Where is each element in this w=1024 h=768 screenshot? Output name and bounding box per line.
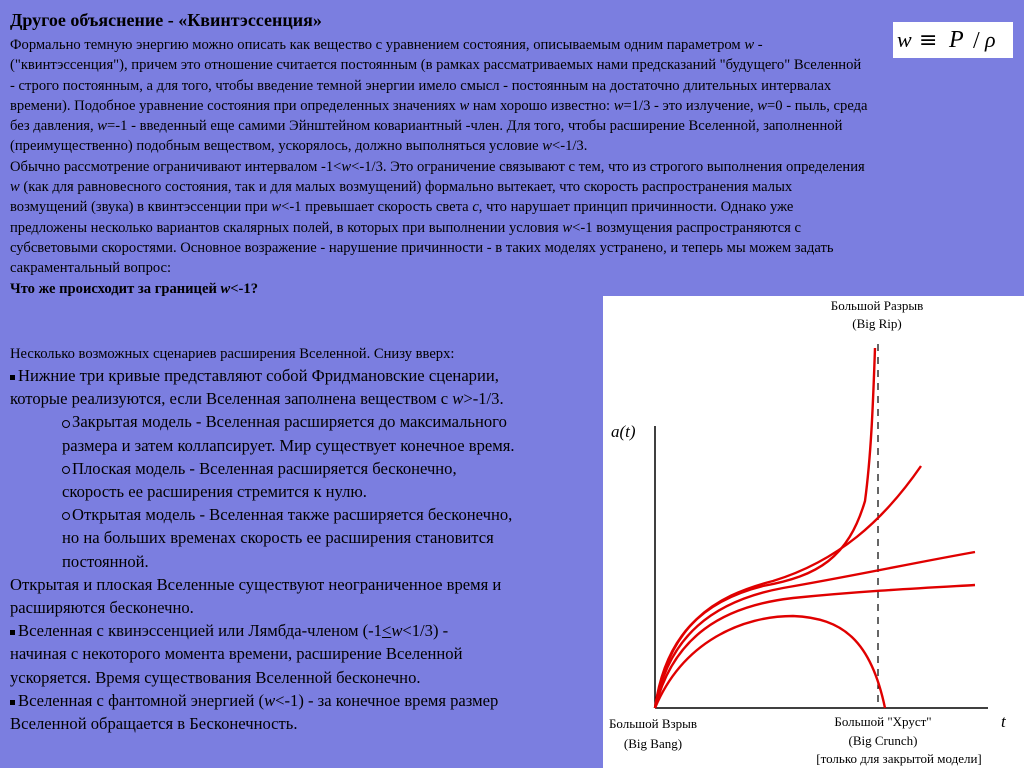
- figure-graph: [603, 296, 1024, 768]
- para2-line4: предложены несколько вариантов скалярных полей, в которых при выполнении условия w<-1 возмущения распространяются с: [10, 219, 801, 236]
- curve-closed: [655, 616, 885, 708]
- bullet-friedmann: Нижние три кривые представляют собой Фридмановские сценарии,: [10, 364, 610, 387]
- big-rip-label: Большой Разрыв: [830, 298, 924, 313]
- scenarios-intro: Несколько возможных сценариев расширения Вселенной. Снизу вверх:: [10, 346, 455, 362]
- big-rip-label-en: (Big Rip): [852, 316, 902, 331]
- para1-line3: - строго постоянным, а для того, чтобы введение темной энергии имело смысл - постоянным на достаточно длительных интервалах: [10, 77, 832, 94]
- para1-line2: ("квинтэссенция"), причем это отношение считается постоянным (в рамках рассматриваемых нами предсказаний "будущего" Вселенной: [10, 57, 862, 74]
- scenarios-list: Нижние три кривые представляют собой Фридмановские сценарии, которые реализуются, если Вселенная заполнена веществом с w>-1/3. Закрытая модель - Вселенная расширяется до максимального размера и затем коллапсирует. Мир существует конечное время. Плоская модель - Вселенная расширяется бесконечно, скорость ее расширения стремится к нулю. Открытая модель - Вселенная также расширяется бесконечно, но на больших временах скорость ее расширения становится постоянной. Открытая и плоская Вселенные существуют неограниченное время и расширяются бесконечно. Вселенная с квинэссенцией или Лямбда-членом (-1<w<1/3) - начиная с некоторого момента времени, расширение Вселенной ускоряется. Время существования Вселенной бесконечно. Вселенная с фантомной энергией (w<-1) - за конечное время размер Вселенной обращается в Бесконечность.: [10, 364, 610, 735]
- curve-phantom: [655, 348, 875, 708]
- sub-flat-model: Плоская модель - Вселенная расширяется бесконечно,: [10, 457, 610, 480]
- equation-of-state-formula: [893, 22, 1013, 58]
- paragraph-equation-of-state: [10, 35, 1010, 299]
- big-bang-label-en: (Big Bang): [623, 736, 683, 751]
- formula-equiv: ≡: [919, 28, 938, 53]
- x-axis-label: t: [1001, 712, 1006, 731]
- para2-line2: w (как для равновесного состояния, так и для малых возмущений) формально вытекает, что скорость распространения малых: [10, 179, 793, 196]
- para2-line3: возмущений (звука) в квинтэссенции при w<-1 превышает скорость света c, что нарушает принцип причинности. Однако уже: [10, 199, 794, 216]
- para1-line5: без давления, w=-1 - введенный еще самими Эйнштейном ковариантный -член. Для того, чтобы расширение Вселенной, заполненной: [10, 118, 843, 135]
- bullet-phantom: Вселенная с фантомной энергией (w<-1) - за конечное время размер: [10, 689, 610, 712]
- key-question: Что же происходит за границей w<-1?: [10, 280, 259, 297]
- formula-slash: /: [973, 28, 980, 54]
- big-bang-label: Большой Взрыв: [608, 716, 698, 731]
- big-crunch-label-en: (Big Crunch): [848, 733, 918, 748]
- slide-title: Другое объяснение - «Квинтэссенция»: [10, 10, 322, 30]
- formula-w: w: [897, 27, 912, 52]
- sub-closed-model: Закрытая модель - Вселенная расширяется до максимального: [10, 410, 610, 433]
- closed-model-note: [только для закрытой модели]: [816, 751, 982, 766]
- sub-open-model: Открытая модель - Вселенная также расширяется бесконечно,: [10, 503, 610, 526]
- para2-line6: сакраментальный вопрос:: [10, 260, 172, 277]
- para2-line5: субсветовыми скоростями. Основное возражение - нарушение причинности - в таких моделях устранено, и теперь мы можем задать: [10, 239, 834, 256]
- para1-line1: Формально темную энергию можно описать как вещество с уравнением состояния, описываемым одним параметром w -: [10, 37, 763, 53]
- bullet-quintessence: Вселенная с квинэссенцией или Лямбда-членом (-1<w<1/3) -: [10, 619, 610, 642]
- open-flat-summary: Открытая и плоская Вселенные существуют неограниченное время и: [10, 574, 502, 594]
- y-axis-label: a(t): [611, 422, 636, 441]
- expansion-scenarios-figure: [603, 296, 1024, 768]
- para1-line4: времени). Подобное уравнение состояния при определенных значениях w нам хорошо известно: w=1/3 - это излучение, w=0 - пыль, среда: [10, 97, 868, 114]
- para2-line1: Обычно рассмотрение ограничивают интервалом -1<w<-1/3. Это ограничение связывают с тем, что из строгого выполнения определения: [10, 158, 865, 175]
- formula-pressure: P: [949, 27, 964, 53]
- big-crunch-label: Большой "Хруст": [834, 714, 932, 729]
- formula-rho: ρ: [985, 27, 996, 52]
- para1-line6: (преимущественно) подобным веществом, ускорялось, должно выполняться условие w<-1/3.: [10, 138, 588, 155]
